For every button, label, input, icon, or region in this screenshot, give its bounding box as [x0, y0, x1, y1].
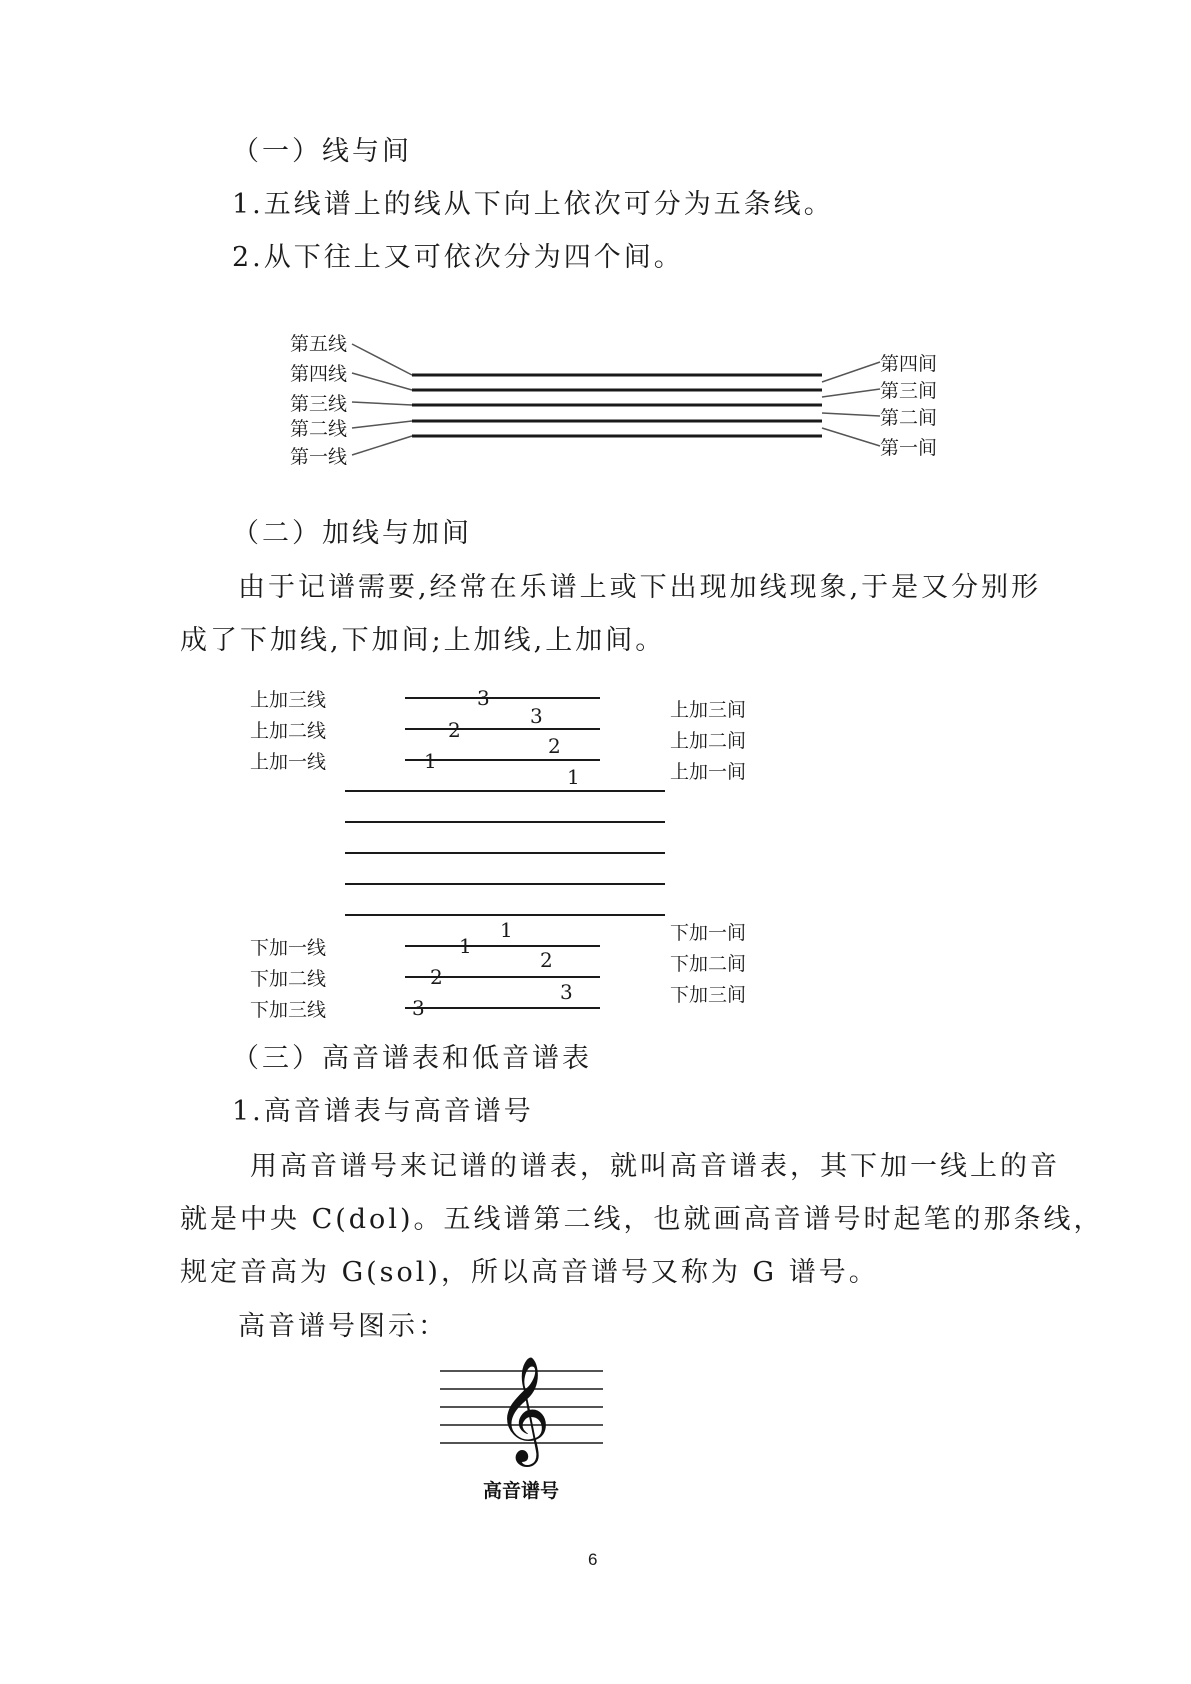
label-line-1: 第一线	[290, 446, 348, 468]
num-upper-line-2: 2	[448, 718, 461, 742]
label-space-3: 第三间	[880, 380, 938, 402]
label-space-4: 第四间	[880, 353, 938, 375]
num-upper-space-1: 1	[567, 765, 580, 789]
num-upper-space-2: 2	[548, 734, 561, 758]
pointer-space-4	[822, 362, 880, 382]
pointer-line-3	[352, 402, 412, 405]
label-line-4: 第四线	[290, 363, 348, 385]
section3-figure-intro: 高音谱号图示：	[238, 1311, 448, 1342]
section2-heading: （二）加线与加间	[232, 518, 472, 549]
pointer-space-1	[822, 428, 880, 446]
label-upper-space-2: 上加二间	[670, 730, 747, 752]
section1-item2: 2.从下往上又可依次分为四个间。	[232, 242, 684, 273]
num-upper-line-1: 1	[424, 749, 437, 773]
section2-para-line2: 成了下加线,下加间;上加线,上加间。	[180, 625, 666, 656]
label-line-5: 第五线	[290, 333, 348, 355]
label-space-1: 第一间	[880, 437, 938, 459]
num-lower-line-2: 2	[430, 965, 443, 989]
num-upper-space-3: 3	[530, 704, 543, 728]
pointer-space-3	[822, 389, 880, 397]
num-lower-line-3: 3	[412, 996, 425, 1020]
num-lower-space-2: 2	[540, 948, 553, 972]
label-lower-space-2: 下加二间	[670, 953, 747, 975]
pointer-line-1	[352, 436, 412, 455]
label-lower-line-1: 下加一线	[250, 937, 327, 959]
num-lower-line-1: 1	[459, 934, 472, 958]
label-lower-space-3: 下加三间	[670, 984, 747, 1006]
label-lower-line-3: 下加三线	[250, 999, 327, 1021]
label-upper-line-1: 上加一线	[250, 751, 327, 773]
label-line-3: 第三线	[290, 393, 348, 415]
label-space-2: 第二间	[880, 407, 938, 429]
label-lower-space-1: 下加一间	[670, 922, 747, 944]
pointer-line-4	[352, 373, 412, 390]
section2-para-line1: 由于记谱需要,经常在乐谱上或下出现加线现象,于是又分别形	[238, 572, 1042, 603]
page-number: 6	[588, 1550, 598, 1569]
num-lower-space-1: 1	[500, 918, 513, 942]
section3-para-line2: 就是中央 C(dol)。五线谱第二线，也就画高音谱号时起笔的那条线，	[180, 1204, 1104, 1235]
num-upper-line-3: 3	[477, 686, 490, 710]
treble-clef-icon: 𝄞	[496, 1355, 551, 1462]
section3-heading: （三）高音谱表和低音谱表	[232, 1043, 592, 1074]
label-upper-line-3: 上加三线	[250, 689, 327, 711]
label-upper-space-1: 上加一间	[670, 761, 747, 783]
section1-item1: 1.五线谱上的线从下向上依次可分为五条线。	[232, 189, 834, 220]
section3-para-line3: 规定音高为 G(sol)，所以高音谱号又称为 G 谱号。	[180, 1257, 879, 1288]
label-upper-line-2: 上加二线	[250, 720, 327, 742]
label-line-2: 第二线	[290, 418, 348, 440]
label-lower-line-2: 下加二线	[250, 968, 327, 990]
section1-heading: （一）线与间	[232, 136, 412, 167]
label-upper-space-3: 上加三间	[670, 699, 747, 721]
pointer-line-5	[352, 344, 412, 375]
pointer-line-2	[352, 421, 412, 428]
treble-clef-caption: 高音谱号	[483, 1480, 560, 1502]
pointer-space-2	[822, 413, 880, 416]
num-lower-space-3: 3	[560, 980, 573, 1004]
section3-subheading: 1.高音谱表与高音谱号	[232, 1096, 534, 1127]
section3-para-line1: 用高音谱号来记谱的谱表，就叫高音谱表，其下加一线上的音	[250, 1151, 1060, 1182]
